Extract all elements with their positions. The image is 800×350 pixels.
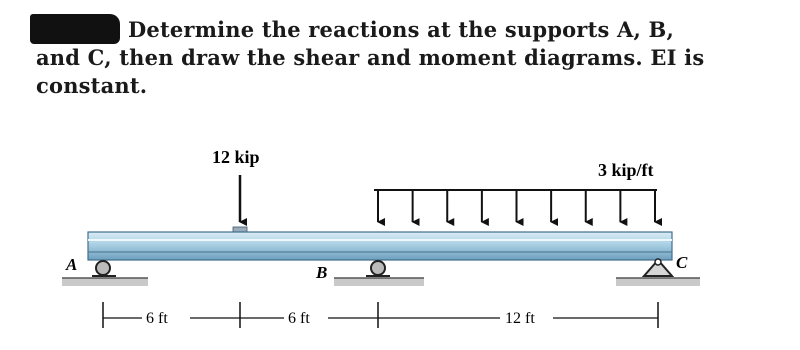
support-b-roller xyxy=(371,261,385,275)
dim-label-ab-1: 6 ft xyxy=(146,310,168,327)
beam xyxy=(88,232,672,260)
support-a-label: A xyxy=(66,255,78,274)
distributed-load-arrows xyxy=(378,190,655,222)
support-a-ground xyxy=(62,278,148,286)
dim-label-ab-2: 6 ft xyxy=(288,310,310,327)
distributed-load xyxy=(374,190,657,222)
point-load xyxy=(233,175,247,232)
support-c-label: C xyxy=(676,253,688,272)
dimension-line xyxy=(103,302,658,328)
problem-text-line-1: Determine the reactions at the supports A, B, xyxy=(128,17,674,42)
load-plate xyxy=(233,227,247,232)
distributed-load-label: 3 kip/ft xyxy=(598,160,654,180)
support-b-ground xyxy=(334,278,424,286)
dim-label-bc: 12 ft xyxy=(505,310,535,327)
problem-text-line-2: and C, then draw the shear and moment diagrams. EI is xyxy=(36,45,705,70)
support-c-pin-hole xyxy=(655,259,661,265)
support-b-label: B xyxy=(316,263,328,282)
support-a-roller xyxy=(96,261,110,275)
support-b xyxy=(334,261,424,286)
support-c-ground xyxy=(616,278,700,286)
support-c xyxy=(616,259,700,286)
problem-text-line-3: constant. xyxy=(36,73,148,98)
point-load-label: 12 kip xyxy=(212,147,260,167)
beam-body xyxy=(88,232,672,260)
